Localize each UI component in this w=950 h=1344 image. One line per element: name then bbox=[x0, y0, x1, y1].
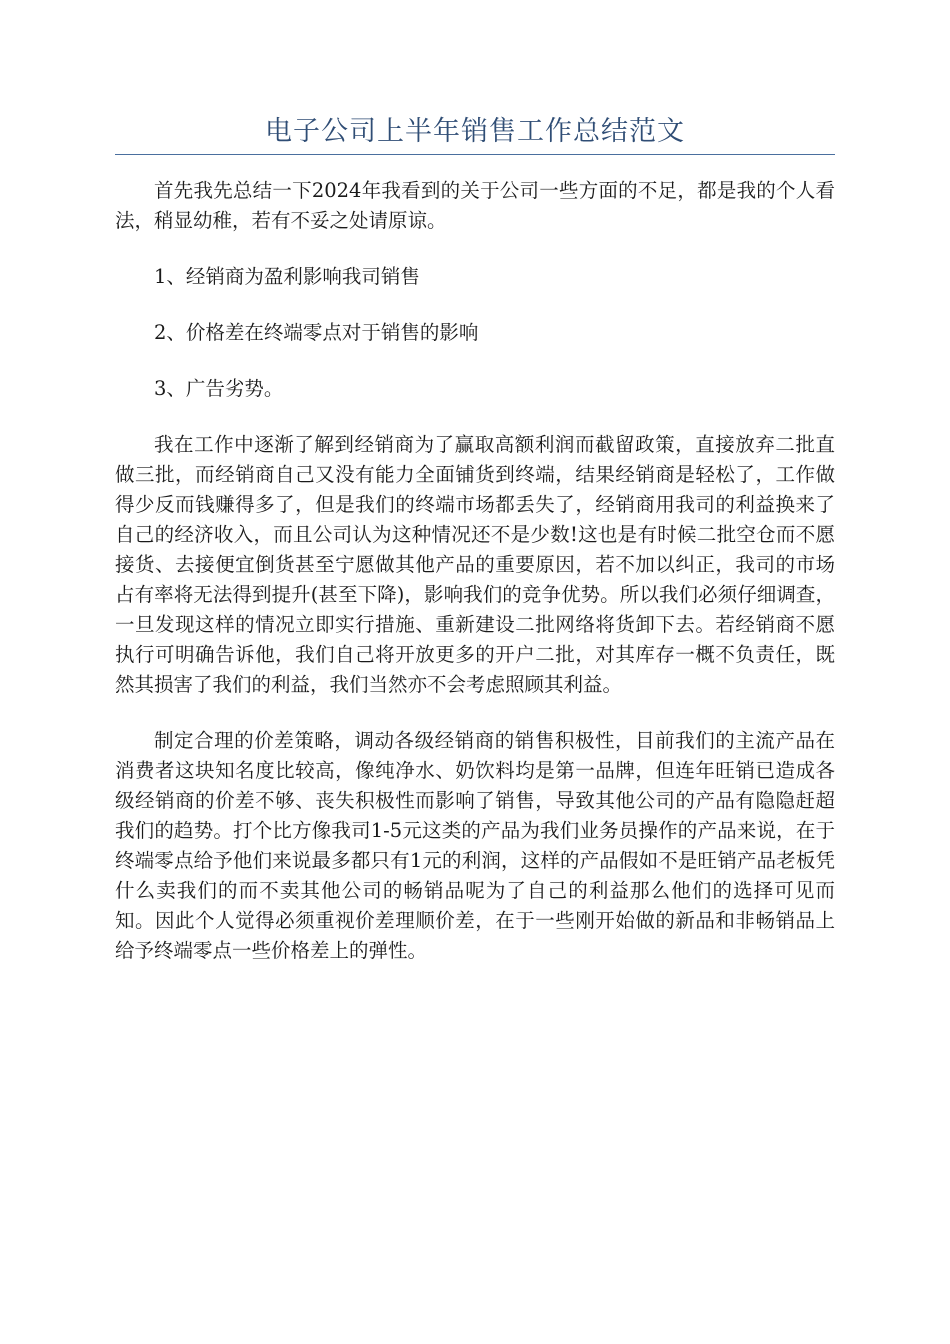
list-item: 1、经销商为盈利影响我司销售 bbox=[154, 265, 420, 288]
body-paragraph: 我在工作中逐渐了解到经销商为了赢取高额利润而截留政策，直接放弃二批直做三批，而经销商自己又没有能力全面铺货到终端，结果经销商是轻松了，工作做得少反而钱赚得多了，但是我们的终端市场都丢失了，经销商用我司的利益换来了自己的经济收入，而且公司认为这种情况还不是少数!这也是有时候二批空仓而不愿接货、去接便宜倒货甚至宁愿做其他产品的重要原因，若不加以纠正，我司的市场占有率将无法得到提升(甚至下降)，影响我们的竞争优势。所以我们必须仔细调查，一旦发现这样的情况立即实行措施、重新建设二批网络将货卸下去。若经销商不愿执行可明确告诉他，我们自己将开放更多的开户二批，对其库存一概不负责任，既然其损害了我们的利益，我们当然亦不会考虑照顾其利益。 bbox=[115, 433, 835, 696]
list-item: 2、价格差在终端零点对于销售的影响 bbox=[154, 321, 479, 344]
title-underline bbox=[115, 154, 835, 155]
list-item: 3、广告劣势。 bbox=[154, 377, 284, 400]
intro-paragraph: 首先我先总结一下2024年我看到的关于公司一些方面的不足，都是我的个人看法，稍显幼稚，若有不妥之处请原谅。 bbox=[115, 179, 835, 232]
document-title: 电子公司上半年销售工作总结范文 bbox=[265, 116, 685, 147]
body-paragraph: 制定合理的价差策略，调动各级经销商的销售积极性，目前我们的主流产品在消费者这块知名度比较高，像纯净水、奶饮料均是第一品牌，但连年旺销已造成各级经销商的价差不够、丧失积极性而影响了销售，导致其他公司的产品有隐隐赶超我们的趋势。打个比方像我司1-5元这类的产品为我们业务员操作的产品来说，在于终端零点给予他们来说最多都只有1元的利润，这样的产品假如不是旺销产品老板凭什么卖我们的而不卖其他公司的畅销品呢为了自己的利益那么他们的选择可见而知。因此个人觉得必须重视价差理顺价差，在于一些刚开始做的新品和非畅销品上给予终端零点一些价格差上的弹性。 bbox=[115, 729, 835, 962]
document-body bbox=[115, 176, 835, 966]
